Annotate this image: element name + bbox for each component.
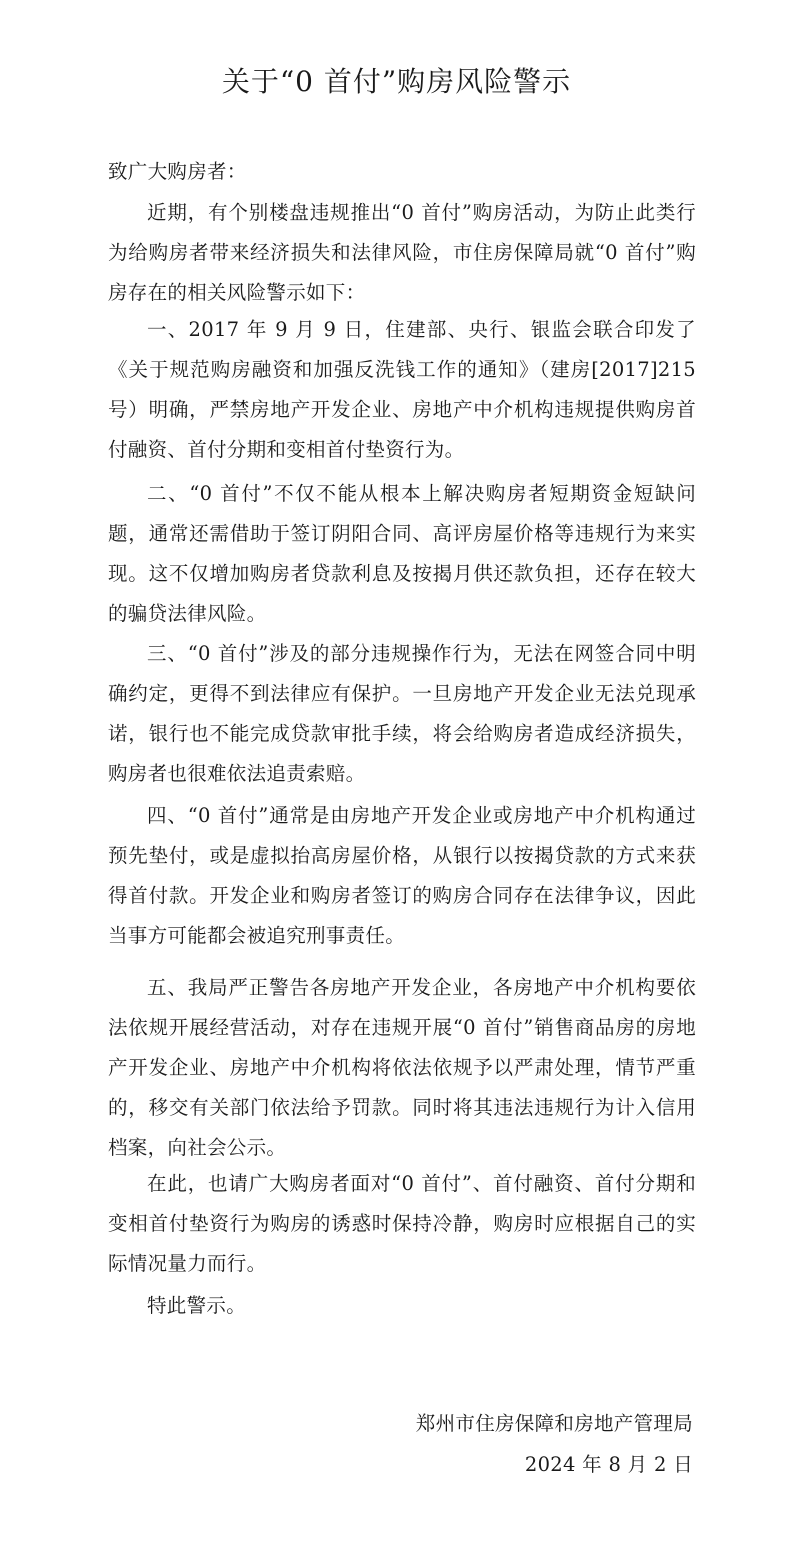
paragraph-item-3: 三、“0 首付”涉及的部分违规操作行为，无法在网签合同中明确约定，更得不到法律应有保护。一旦房地产开发企业无法兑现承诺，银行也不能完成贷款审批手续，将会给购房者造成经济损失，购房者也很难依法追责索赔。 <box>108 642 696 785</box>
paragraph-closing: 特此警示。 <box>147 1294 247 1317</box>
document-title: 关于“0 首付”购房风险警示 <box>221 65 572 98</box>
paragraph-item-2: 二、“0 首付”不仅不能从根本上解决购房者短期资金短缺问题，通常还需借助于签订阴阳合同、高评房屋价格等违规行为来实现。这不仅增加购房者贷款利息及按揭月供还款负担，还存在较大的骗贷法律风险。 <box>108 482 696 625</box>
paragraph-item-4: 四、“0 首付”通常是由房地产开发企业或房地产中介机构通过预先垫付，或是虚拟抬高房屋价格，从银行以按揭贷款的方式来获得首付款。开发企业和购房者签订的购房合同存在法律争议，因此当事方可能都会被追究刑事责任。 <box>108 804 696 947</box>
paragraph-advice: 在此，也请广大购房者面对“0 首付”、首付融资、首付分期和变相首付垫资行为购房的诱惑时保持冷静，购房时应根据自己的实际情况量力而行。 <box>108 1172 696 1275</box>
paragraph-intro: 近期，有个别楼盘违规推出“0 首付”购房活动，为防止此类行为给购房者带来经济损失和法律风险，市住房保障局就“0 首付”购房存在的相关风险警示如下： <box>108 201 696 304</box>
signature-organization: 郑州市住房保障和房地产管理局 <box>415 1412 693 1435</box>
paragraph-item-5: 五、我局严正警告各房地产开发企业，各房地产中介机构要依法依规开展经营活动，对存在违规开展“0 首付”销售商品房的房地产开发企业、房地产中介机构将依法依规予以严肃处理，情节严重的，移交有关部门依法给予罚款。同时将其违法违规行为计入信用档案，向社会公示。 <box>108 976 696 1159</box>
paragraph-item-1: 一、2017 年 9 月 9 日，住建部、央行、银监会联合印发了《关于规范购房融资和加强反洗钱工作的通知》（建房[2017]215 号）明确，严禁房地产开发企业、房地产中介机构违规提供购房首付融资、首付分期和变相首付垫资行为。 <box>108 318 696 461</box>
salutation: 致广大购房者： <box>108 160 247 183</box>
signature-date: 2024 年 8 月 2 日 <box>524 1453 693 1476</box>
